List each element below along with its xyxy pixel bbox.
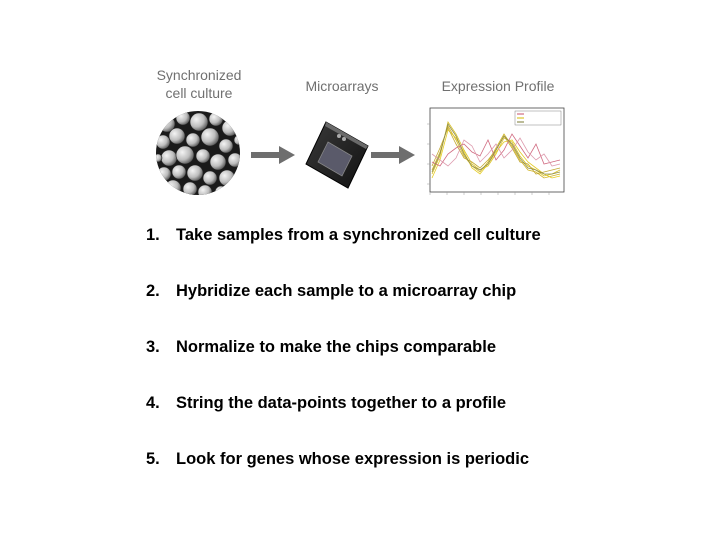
right-arrow-icon: [251, 145, 295, 165]
step-item: [146, 450, 646, 506]
step-number: 3.: [146, 338, 160, 356]
step-text: Normalize to make the chips comparable: [176, 338, 497, 356]
step-number: 5.: [146, 450, 160, 468]
step-item: [146, 394, 646, 450]
step-number: 1.: [146, 226, 160, 244]
step-text: Take samples from a synchronized cell culture: [176, 226, 541, 244]
expression-profile-plot-icon: [420, 104, 568, 208]
expression-profile-label: Expression Profile: [441, 78, 555, 94]
step-text: String the data-points together to a profile: [176, 394, 506, 412]
microarrays-label: Microarrays: [305, 78, 379, 94]
step-text: Hybridize each sample to a microarray chip: [176, 282, 517, 300]
step-item: [146, 282, 646, 338]
microarray-chip-icon: [302, 118, 372, 192]
cell-culture-icon: [155, 110, 241, 196]
step-number: 4.: [146, 394, 160, 412]
step-number: 2.: [146, 282, 160, 300]
step-item: [146, 226, 646, 282]
right-arrow-icon: [371, 145, 415, 165]
steps-list: [146, 226, 646, 506]
cell-culture-label: Synchronized cell culture: [156, 67, 242, 101]
step-item: [146, 338, 646, 394]
step-text: Look for genes whose expression is periodic: [176, 450, 530, 468]
